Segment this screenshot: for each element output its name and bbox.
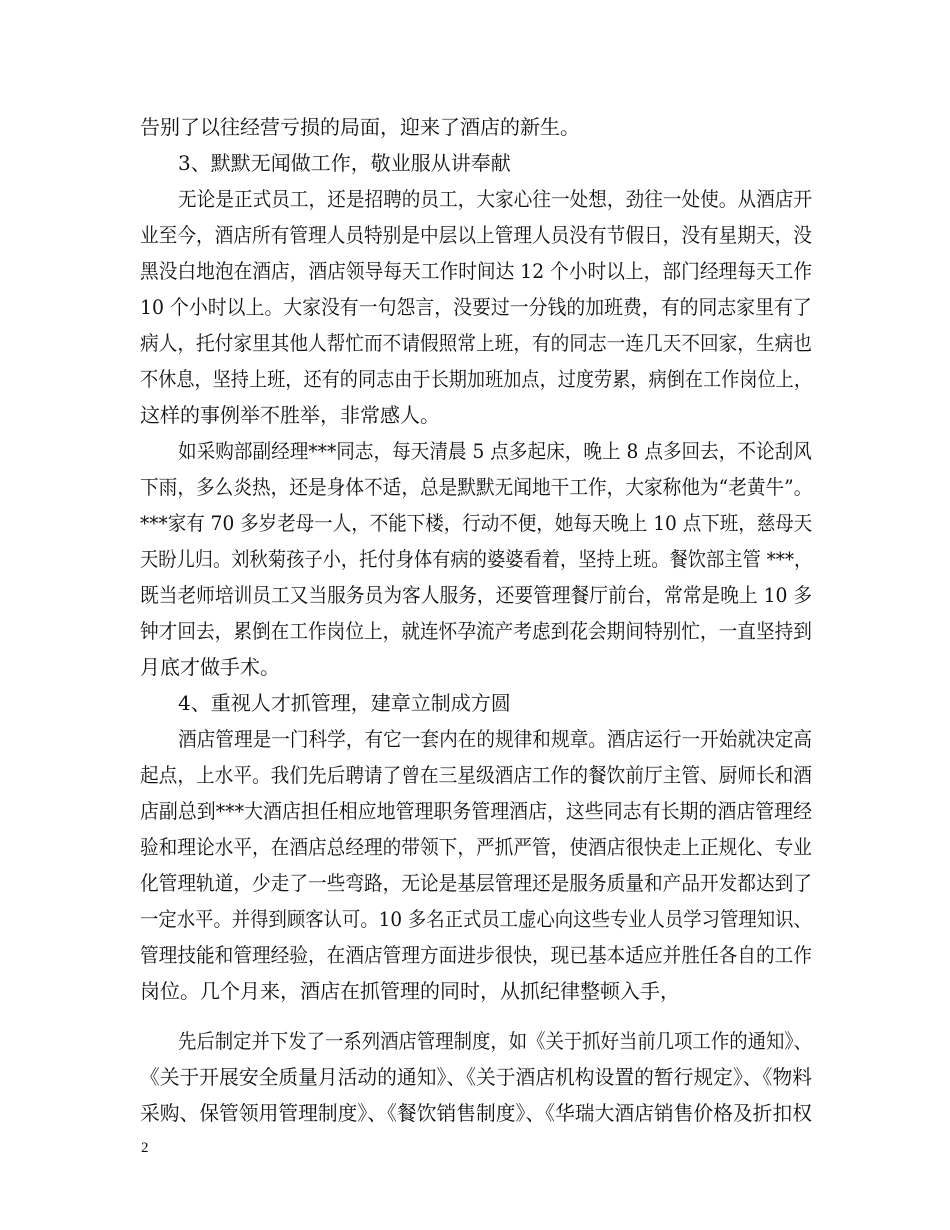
text-line: 3、默默无闻做工作，敬业服从讲奉献 xyxy=(178,151,511,175)
text-line: 管理技能和管理经验，在酒店管理方面进步很快，现已基本适应并胜任各自的工作 xyxy=(140,943,812,967)
text-line: 告别了以往经营亏损的局面，迎来了酒店的新生。 xyxy=(140,115,580,139)
text-line: 4、重视人才抓管理，建章立制成方圆 xyxy=(178,691,511,715)
text-line: ***家有 70 多岁老母一人，不能下楼，行动不便，她每天晚上 10 点下班，慈母天 xyxy=(140,511,813,535)
text-line: 一定水平。并得到顾客认可。10 多名正式员工虚心向这些专业人员学习管理知识、 xyxy=(140,907,812,931)
text-line: 验和理论水平，在酒店总经理的带领下，严抓严管，使酒店很快走上正规化、专业 xyxy=(140,835,812,859)
text-line: 不休息，坚持上班，还有的同志由于长期加班加点，过度劳累，病倒在工作岗位上， xyxy=(140,367,812,391)
text-line: 病人，托付家里其他人帮忙而不请假照常上班，有的同志一连几天不回家，生病也 xyxy=(140,331,812,355)
text-line: 既当老师培训员工又当服务员为客人服务，还要管理餐厅前台，常常是晚上 10 多 xyxy=(140,583,813,607)
text-line: 如采购部副经理***同志，每天清晨 5 点多起床，晚上 8 点多回去，不论刮风 xyxy=(178,439,812,463)
text-line: 钟才回去，累倒在工作岗位上，就连怀孕流产考虑到花会期间特别忙，一直坚持到 xyxy=(140,619,812,643)
text-line: 先后制定并下发了一系列酒店管理制度，如《关于抓好当前几项工作的通知》、 xyxy=(178,1029,812,1053)
text-line: 天盼儿归。刘秋菊孩子小，托付身体有病的婆婆看着，坚持上班。餐饮部主管 ***， xyxy=(140,547,813,571)
text-line: 这样的事例举不胜举，非常感人。 xyxy=(140,403,440,427)
page-number: 2 xyxy=(141,1140,149,1156)
text-line: 店副总到***大酒店担任相应地管理职务管理酒店，这些同志有长期的酒店管理经 xyxy=(140,799,813,823)
text-line: 黑没白地泡在酒店，酒店领导每天工作时间达 12 个小时以上，部门经理每天工作 xyxy=(140,259,813,283)
text-line: 采购、保管领用管理制度》、《餐饮销售制度》、《华瑞大酒店销售价格及折扣权 xyxy=(140,1101,812,1125)
text-line: 无论是正式员工，还是招聘的员工，大家心往一处想，劲往一处使。从酒店开 xyxy=(178,187,813,211)
text-line: 下雨，多么炎热，还是身体不适，总是默默无闻地干工作，大家称他为“老黄牛”。 xyxy=(140,475,813,499)
text-line: 10 个小时以上。大家没有一句怨言，没要过一分钱的加班费，有的同志家里有了 xyxy=(140,295,812,319)
text-line: 月底才做手术。 xyxy=(140,655,280,679)
text-line: 酒店管理是一门科学，有它一套内在的规律和规章。酒店运行一开始就决定高 xyxy=(178,727,813,751)
text-line: 起点，上水平。我们先后聘请了曾在三星级酒店工作的餐饮前厅主管、厨师长和酒 xyxy=(140,763,812,787)
text-line: 岗位。几个月来，酒店在抓管理的同时，从抓纪律整顿入手， xyxy=(140,979,680,1003)
text-line: 化管理轨道，少走了一些弯路，无论是基层管理还是服务质量和产品开发都达到了 xyxy=(140,871,812,895)
text-line: 业至今，酒店所有管理人员特别是中层以上管理人员没有节假日，没有星期天，没 xyxy=(140,223,812,247)
text-line: 《关于开展安全质量月活动的通知》、《关于酒店机构设置的暂行规定》、《物料 xyxy=(140,1065,812,1089)
